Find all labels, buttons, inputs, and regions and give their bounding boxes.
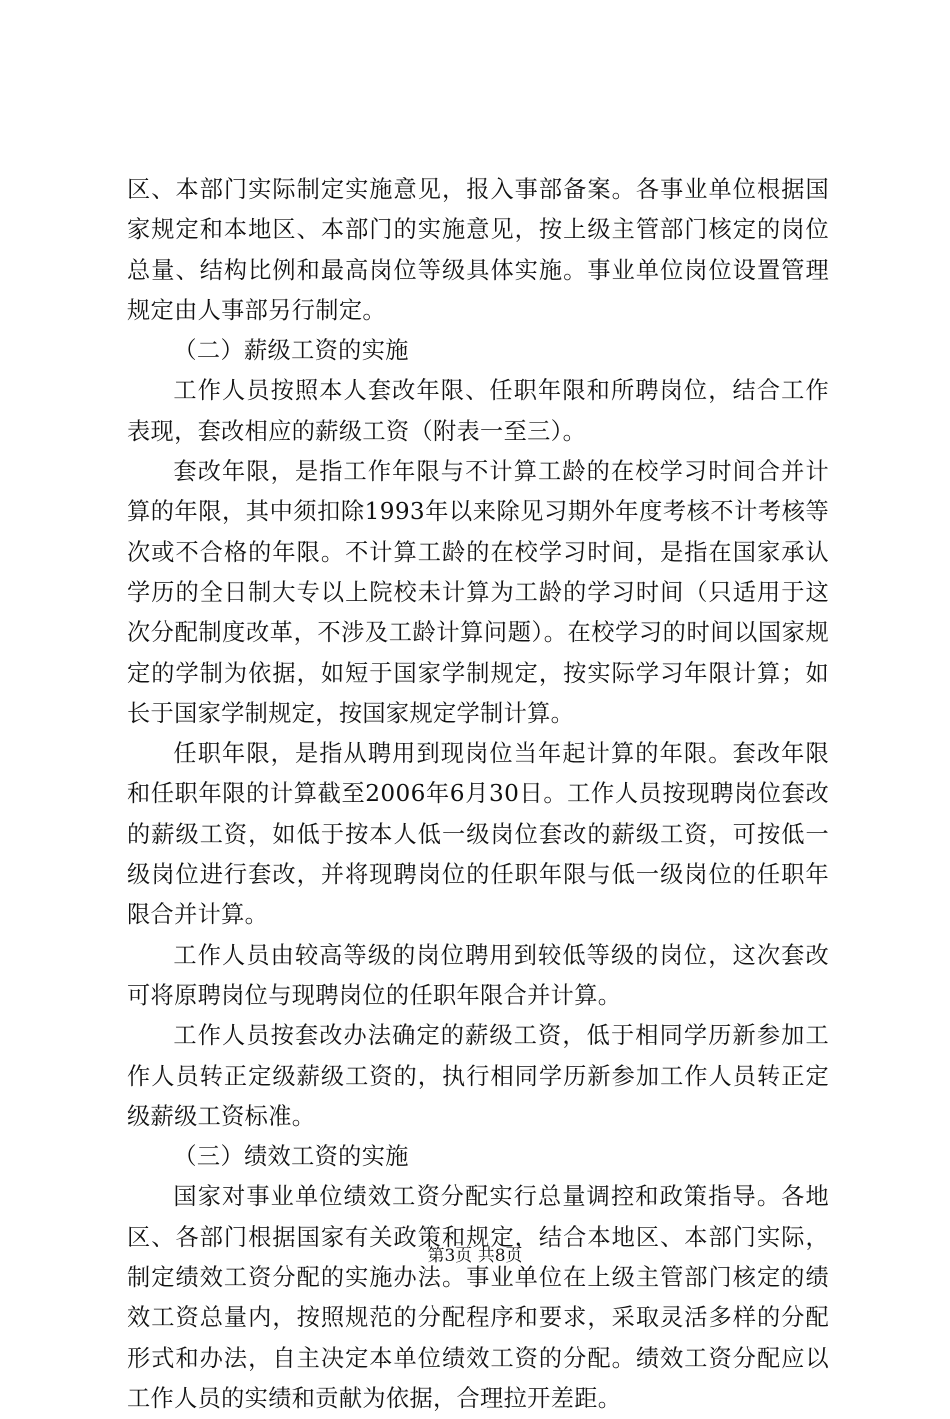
- document-body: [127, 170, 829, 1419]
- paragraph: 套改年限，是指工作年限与不计算工龄的在校学习时间合并计算的年限，其中须扣除1993年以来除见习期外年度考核不计考核等次或不合格的年限。不计算工龄的在校学习时间，是指在国家承认学历的全日制大专以上院校未计算为工龄的学习时间（只适用于这次分配制度改革，不涉及工龄计算问题）。在校学习的时间以国家规定的学制为依据，如短于国家学制规定，按实际学习年限计算；如长于国家学制规定，按国家规定学制计算。: [127, 458, 829, 727]
- paragraph: 国家对事业单位绩效工资分配实行总量调控和政策指导。各地区、各部门根据国家有关政策和规定，结合本地区、本部门实际，制定绩效工资分配的实施办法。事业单位在上级主管部门核定的绩效工资总量内，按照规范的分配程序和要求，采取灵活多样的分配形式和办法，自主决定本单位绩效工资的分配。绩效工资分配应以工作人员的实绩和贡献为依据，合理拉开差距。: [127, 1183, 829, 1412]
- page-number-footer: 第3页 共8页: [427, 1246, 523, 1266]
- paragraph: 工作人员按照本人套改年限、任职年限和所聘岗位，结合工作表现，套改相应的薪级工资（附表一至三）。: [127, 377, 829, 445]
- paragraph: 工作人员由较高等级的岗位聘用到较低等级的岗位，这次套改可将原聘岗位与现聘岗位的任职年限合并计算。: [127, 941, 829, 1009]
- section-heading-salary-grade: （二）薪级工资的实施: [173, 337, 409, 365]
- paragraph: 任职年限，是指从聘用到现岗位当年起计算的年限。套改年限和任职年限的计算截至2006年6月30日。工作人员按现聘岗位套改的薪级工资，如低于按本人低一级岗位套改的薪级工资，可按低一级岗位进行套改，并将现聘岗位的任职年限与低一级岗位的任职年限合并计算。: [127, 740, 829, 929]
- section-heading-performance-pay: （三）绩效工资的实施: [173, 1143, 409, 1171]
- paragraph-continuation: 区、本部门实际制定实施意见，报入事部备案。各事业单位根据国家规定和本地区、本部门的实施意见，按上级主管部门核定的岗位总量、结构比例和最高岗位等级具体实施。事业单位岗位设置管理规定由人事部另行制定。: [127, 176, 829, 324]
- paragraph: 工作人员按套改办法确定的薪级工资，低于相同学历新参加工作人员转正定级薪级工资的，执行相同学历新参加工作人员转正定级薪级工资标准。: [127, 1022, 829, 1130]
